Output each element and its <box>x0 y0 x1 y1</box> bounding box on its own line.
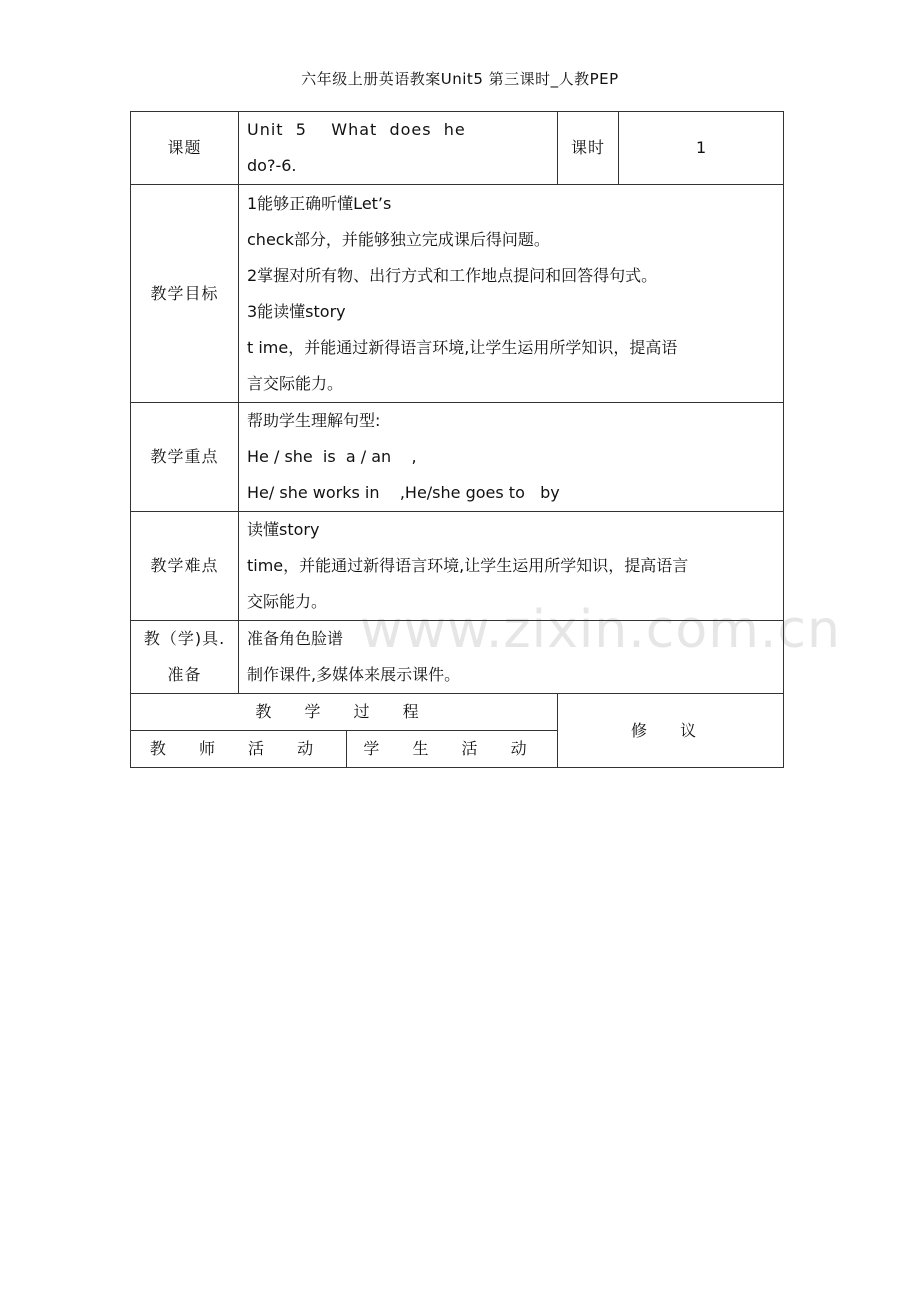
revision-header: 修 议 <box>558 694 784 768</box>
topic-value <box>239 112 558 185</box>
objective-line: check部分，并能够独立完成课后得问题。 <box>247 229 550 249</box>
difficulty-line: time，并能通过新得语言环境,让学生运用所学知识，提高语言 <box>247 556 689 575</box>
objectives-row <box>131 185 784 403</box>
lesson-plan-table <box>130 111 784 768</box>
document-title: 六年级上册英语教案Unit5 第三课时_人教PEP <box>301 70 619 88</box>
key-points-label: 教学重点 <box>131 403 239 512</box>
objective-line: 言交际能力。 <box>247 373 344 393</box>
process-header-row <box>131 694 784 731</box>
objective-line: 3能读懂story <box>247 301 346 321</box>
objectives-label: 教学目标 <box>131 185 239 403</box>
tools-line: 准备角色脸谱 <box>247 629 344 648</box>
objective-line: 1能够正确听懂Let’s <box>247 193 392 213</box>
topic-row <box>131 112 784 185</box>
student-activity-header: 学 生 活 动 <box>347 731 558 768</box>
key-points-content <box>239 403 784 512</box>
tools-label <box>131 621 239 694</box>
objective-line: 2掌握对所有物、出行方式和工作地点提问和回答得句式。 <box>247 265 658 285</box>
difficulties-row <box>131 512 784 621</box>
difficulty-line: 交际能力。 <box>247 592 328 611</box>
tools-content <box>239 621 784 694</box>
tools-row <box>131 621 784 694</box>
objectives-content <box>239 185 784 403</box>
watermark: www.zixin.com.cn <box>360 600 841 660</box>
process-header: 教 学 过 程 <box>131 694 558 731</box>
period-value: 1 <box>619 112 784 185</box>
objective-line: t ime，并能通过新得语言环境,让学生运用所学知识，提高语 <box>247 337 678 357</box>
key-point-line: He / she is a / an , <box>247 447 417 466</box>
period-label: 课时 <box>558 112 619 185</box>
tools-label-line: 教（学)具. <box>143 629 226 648</box>
topic-value-line: do?-6. <box>247 156 297 175</box>
key-point-line: He/ she works in ,He/she goes to by <box>247 483 560 502</box>
tools-label-line: 准备 <box>167 665 202 684</box>
key-points-row <box>131 403 784 512</box>
difficulties-content <box>239 512 784 621</box>
tools-line: 制作课件,多媒体来展示课件。 <box>247 665 461 684</box>
difficulty-line: 读懂story <box>247 520 320 539</box>
teacher-activity-header: 教 师 活 动 <box>131 731 347 768</box>
topic-label: 课题 <box>131 112 239 185</box>
topic-value-line: Unit 5 What does he <box>247 120 466 139</box>
key-point-line: 帮助学生理解句型: <box>247 411 381 430</box>
difficulties-label: 教学难点 <box>131 512 239 621</box>
